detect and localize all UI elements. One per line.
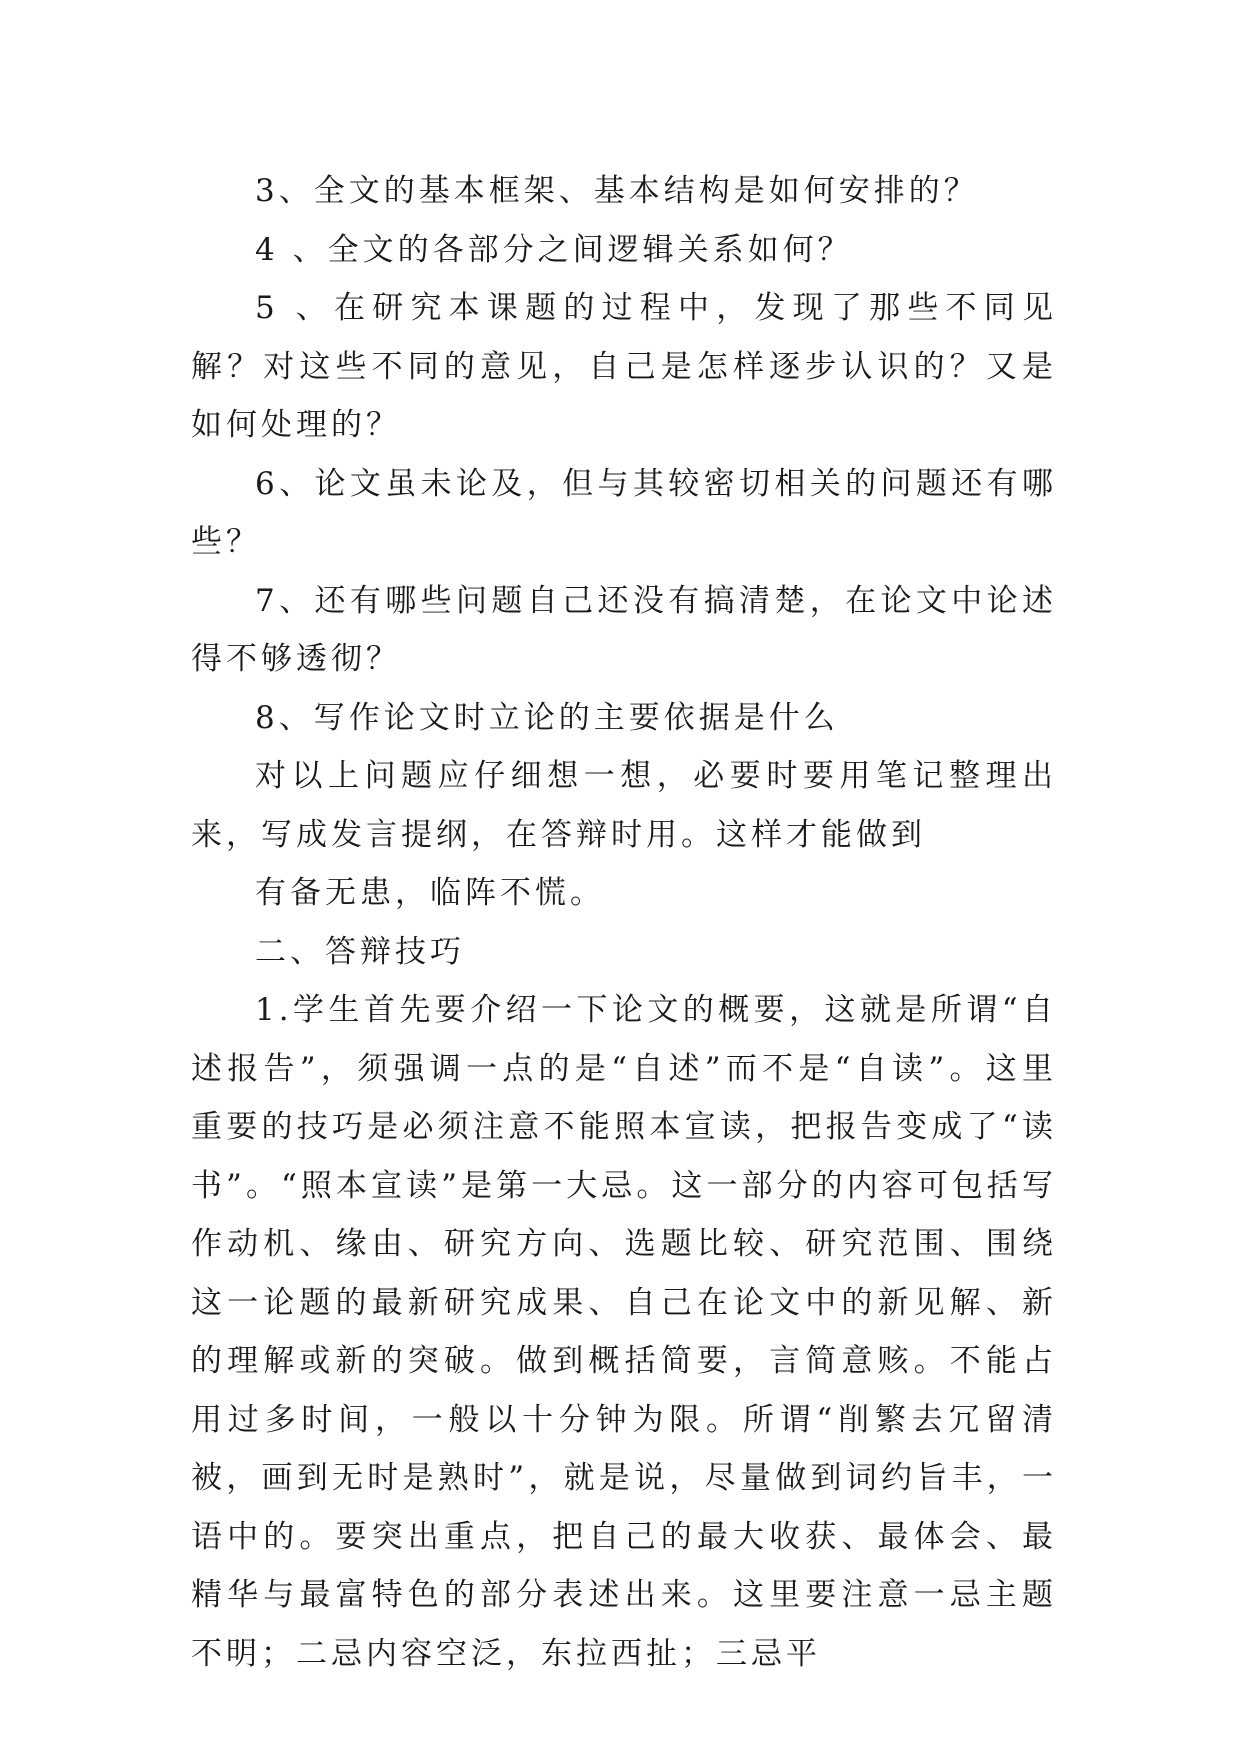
paragraph-item-5: 5 、在研究本课题的过程中，发现了那些不同见解？对这些不同的意见，自己是怎样逐步认识的？又是如何处理的？	[191, 290, 1057, 443]
paragraph-item-8: 8、写作论文时立论的主要依据是什么	[255, 699, 839, 736]
paragraph-preparation-note: 对以上问题应仔细想一想，必要时要用笔记整理出来，写成发言提纲，在答辩时用。这样才能做到	[191, 758, 1057, 853]
document-body	[191, 162, 1057, 1683]
paragraph-item-4: 4 、全文的各部分之间逻辑关系如何？	[255, 231, 853, 268]
paragraph-item-6: 6、论文虽未论及，但与其较密切相关的问题还有哪些？	[191, 465, 1057, 560]
section-heading-defense-skills: 二、答辩技巧	[255, 933, 465, 970]
paragraph-item-3: 3、全文的基本框架、基本结构是如何安排的？	[255, 173, 979, 209]
paragraph-preparation-conclusion: 有备无患，临阵不慌。	[255, 875, 605, 911]
paragraph-skill-1: 1.学生首先要介绍一下论文的概要，这就是所谓“自述报告”，须强调一点的是“自述”而不是“自读”。这里重要的技巧是必须注意不能照本宣读，把报告变成了“读书”。“照本宣读”是第一大忌。这一部分的内容可包括写作动机、缘由、研究方向、选题比较、研究范围、围绕这一论题的最新研究成果、自己在论文中的新见解、新的理解或新的突破。做到概括简要，言简意赅。不能占用过多时间，一般以十分钟为限。所谓“削繁去冗留清被，画到无时是熟时”，就是说，尽量做到词约旨丰，一语中的。要突出重点，把自己的最大收获、最体会、最精华与最富特色的部分表述出来。这里要注意一忌主题不明；二忌内容空泛，东拉西扯；三忌平	[191, 992, 1057, 1672]
paragraph-item-7: 7、还有哪些问题自己还没有搞清楚，在论文中论述得不够透彻？	[191, 582, 1057, 677]
